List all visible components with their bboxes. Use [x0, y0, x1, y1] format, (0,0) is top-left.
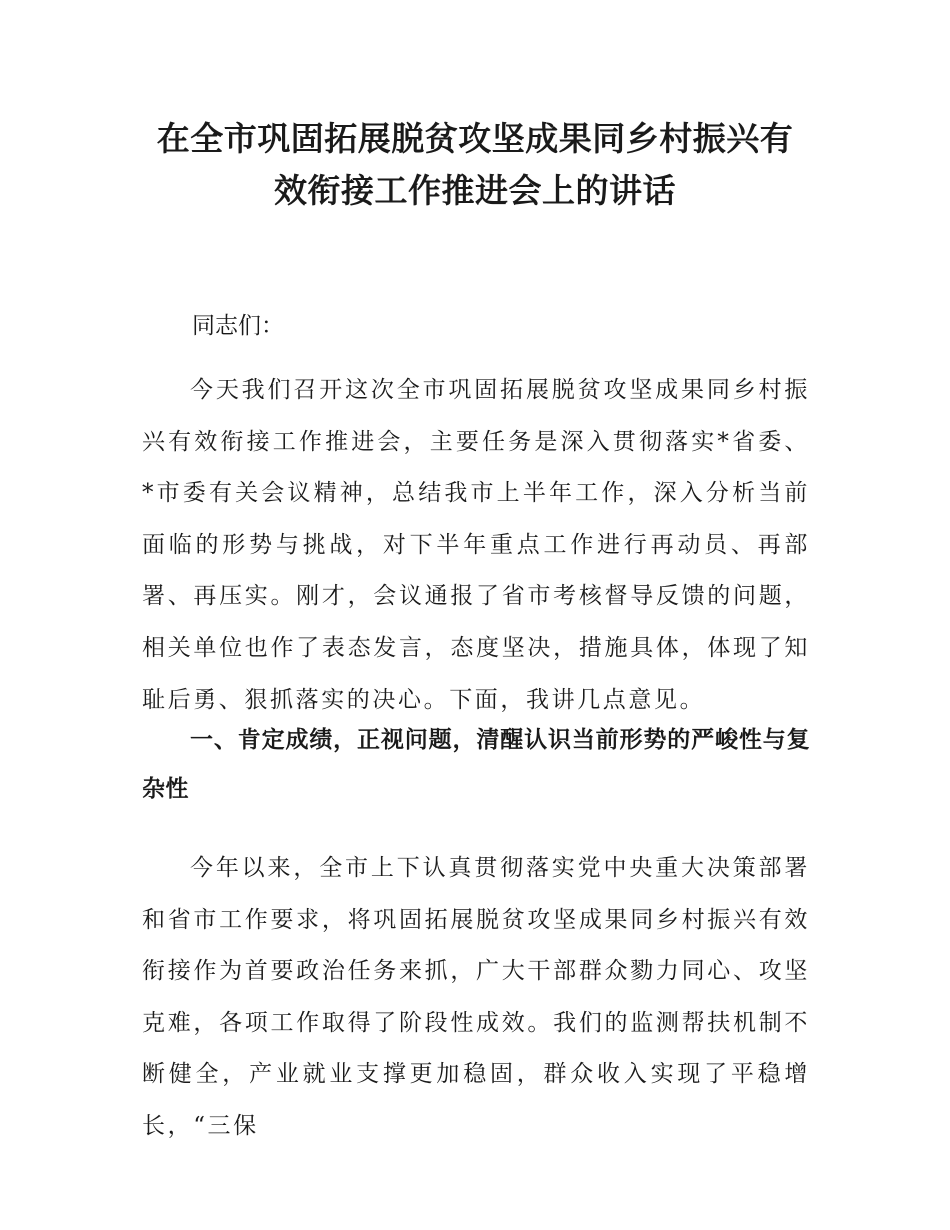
title-line-1: 在全市巩固拓展脱贫攻坚成果同乡村振兴有	[156, 119, 794, 158]
body-paragraph: 今年以来，全市上下认真贯彻落实党中央重大决策部署和省市工作要求，将巩固拓展脱贫攻坚成果同乡村振兴有效衔接作为首要政治任务来抓，广大干部群众勠力同心、攻坚克难，各项工作取得了阶段性成效。我们的监测帮扶机制不断健全，产业就业支撑更加稳固，群众收入实现了平稳增长，“三保	[142, 855, 810, 1139]
opening-paragraph: 今天我们召开这次全市巩固拓展脱贫攻坚成果同乡村振兴有效衔接工作推进会，主要任务是深入贯彻落实*省委、*市委有关会议精神，总结我市上半年工作，深入分析当前面临的形势与挑战，对下半年重点工作进行再动员、再部署、再压实。刚才，会议通报了省市考核督导反馈的问题，相关单位也作了表态发言，态度坚决，措施具体，体现了知耻后勇、狠抓落实的决心。下面，我讲几点意见。	[142, 377, 810, 713]
title-line-2: 效衔接工作推进会上的讲话	[274, 171, 676, 210]
document-title	[130, 113, 820, 217]
section-heading-1: 一、肯定成绩，正视问题，清醒认识当前形势的严峻性与复杂性	[142, 727, 810, 802]
salutation: 同志们：	[192, 313, 284, 339]
